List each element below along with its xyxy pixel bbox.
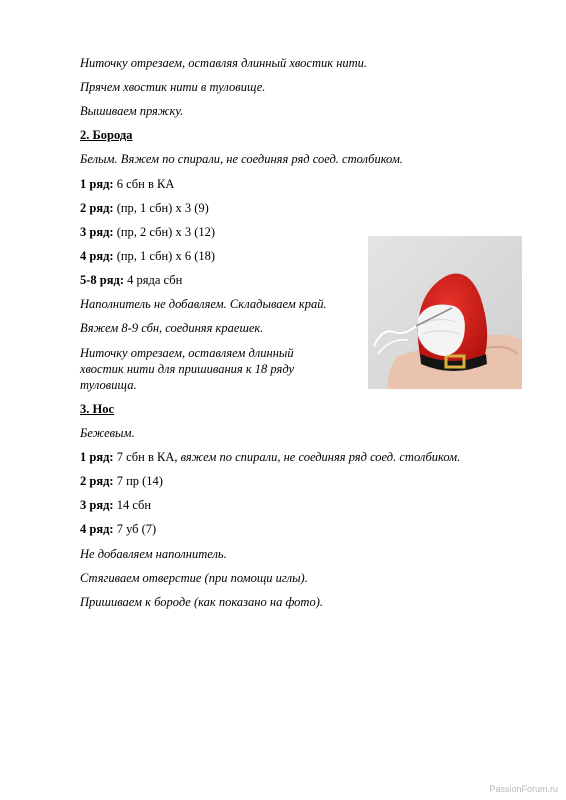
text-line: туловища. — [80, 378, 137, 392]
row-text: 7 сбн в КА, — [113, 450, 181, 464]
row-text: 7 уб (7) — [113, 522, 157, 536]
row-instruction — [80, 200, 209, 216]
section-heading-beard: 2. Борода — [80, 128, 133, 142]
crochet-beard-photo — [368, 236, 522, 389]
row-instruction — [80, 521, 156, 537]
text-line: Ниточку отрезаем, оставляем длинный — [80, 346, 294, 360]
row-instruction — [80, 272, 182, 288]
row-label: 3 ряд: — [80, 498, 114, 512]
row-label: 5-8 ряд: — [80, 273, 124, 287]
text-line: Прячем хвостик нити в туловище. — [80, 80, 266, 94]
row-instruction — [80, 224, 215, 240]
text-line: Белым. Вяжем по спирали, не соединяя ряд соед. столбиком. — [80, 152, 403, 166]
row-text: 7 пр (14) — [113, 474, 163, 488]
watermark: PassionForum.ru — [489, 784, 558, 794]
row-text: 14 сбн — [113, 498, 152, 512]
row-instruction — [80, 473, 163, 489]
row-text-italic: вяжем по спирали, не соединяя ряд соед. столбиком. — [180, 450, 461, 464]
text-line: Стягиваем отверстие (при помощи иглы). — [80, 571, 308, 585]
text-line: Бежевым. — [80, 426, 135, 440]
section-heading-nose: 3. Нос — [80, 402, 115, 416]
row-instruction — [80, 449, 460, 465]
photo-illustration — [368, 236, 522, 389]
row-label: 4 ряд: — [80, 249, 114, 263]
text-line: Наполнитель не добавляем. Складываем край. — [80, 297, 327, 311]
row-text: 4 ряда сбн — [124, 273, 183, 287]
row-text: 6 сбн в КА — [113, 177, 175, 191]
row-label: 2 ряд: — [80, 474, 114, 488]
row-label: 1 ряд: — [80, 177, 114, 191]
row-instruction — [80, 497, 151, 513]
row-label: 2 ряд: — [80, 201, 114, 215]
row-label: 1 ряд: — [80, 450, 114, 464]
row-instruction — [80, 248, 215, 264]
row-instruction — [80, 176, 174, 192]
text-line: Вышиваем пряжку. — [80, 104, 184, 118]
row-label: 4 ряд: — [80, 522, 114, 536]
text-line: Вяжем 8-9 сбн, соединяя краешек. — [80, 321, 264, 335]
row-text: (пр, 2 сбн) х 3 (12) — [113, 225, 216, 239]
row-label: 3 ряд: — [80, 225, 114, 239]
text-line: Не добавляем наполнитель. — [80, 547, 227, 561]
text-line: Ниточку отрезаем, оставляя длинный хвостик нити. — [80, 56, 368, 70]
text-line: Пришиваем к бороде (как показано на фото). — [80, 595, 323, 609]
row-text: (пр, 1 сбн) х 6 (18) — [113, 249, 216, 263]
row-text: (пр, 1 сбн) х 3 (9) — [113, 201, 209, 215]
text-line: хвостик нити для пришивания к 18 ряду — [80, 362, 295, 376]
